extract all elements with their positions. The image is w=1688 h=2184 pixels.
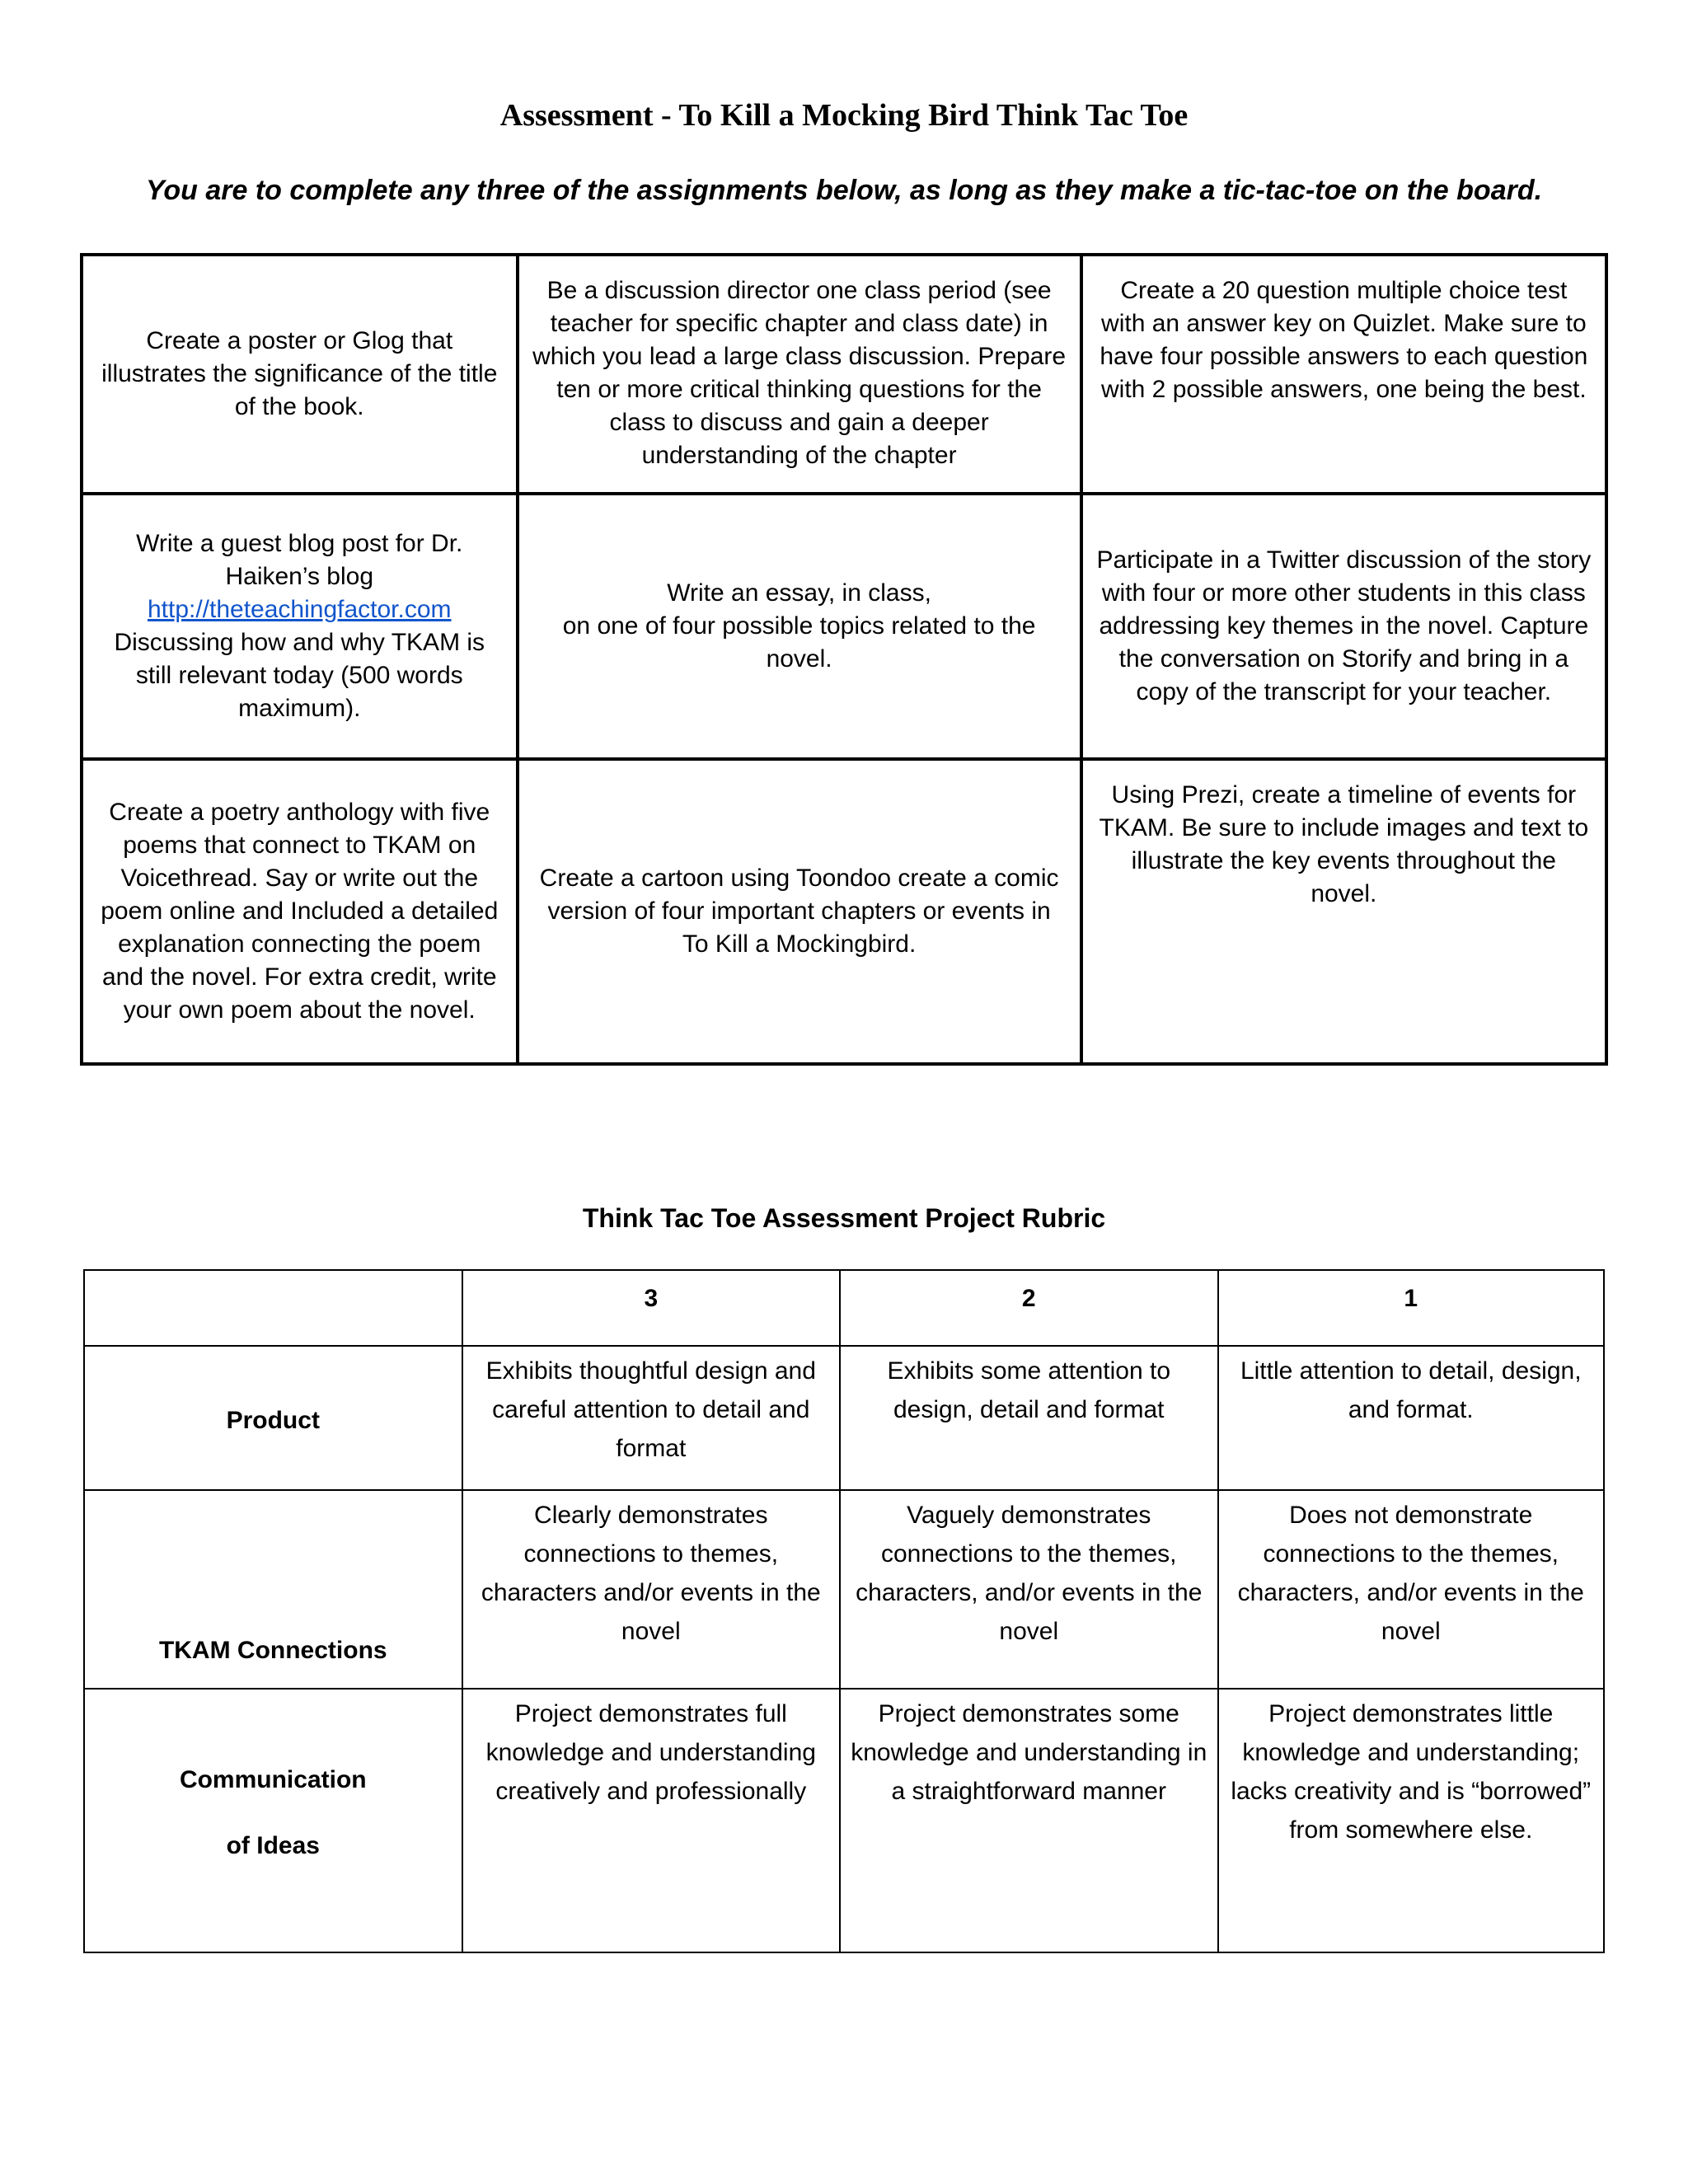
rubric-criterion-product: Product — [84, 1346, 462, 1490]
rubric-header-1: 1 — [1218, 1270, 1605, 1346]
board-cell-r2c3: Participate in a Twitter discussion of the story with four or more other students in this class addressing key themes in the novel. Capture the conversation on Storify and bring in a copy of the transcript for your teacher. — [1081, 494, 1606, 759]
rubric-criterion-communication: Communication of Ideas — [84, 1689, 462, 1952]
board-cell-r1c1: Create a poster or Glog that illustrates the significance of the title of the book. — [82, 255, 518, 494]
rubric-cell: Clearly demonstrates connections to themes, characters and/or events in the novel — [462, 1490, 840, 1689]
board-cell-r3c1: Create a poetry anthology with five poems that connect to TKAM on Voicethread. Say or write out the poem online and Included a detailed explanation connecting the poem and the novel. For extra credit, write your own poem about the novel. — [82, 759, 518, 1064]
page-title: Assessment - To Kill a Mocking Bird Think Tac Toe — [499, 98, 1189, 133]
rubric-cell: Project demonstrates little knowledge and understanding; lacks creativity and is “borrowed” from somewhere else. — [1218, 1689, 1605, 1952]
board-cell-r1c2: Be a discussion director one class period (see teacher for specific chapter and class date) in which you lead a large class discussion. Prepare ten or more critical thinking questions for the class to discuss and gain a deeper understanding of the chapter — [518, 255, 1081, 494]
instructions: You are to complete any three of the assignments below, as long as they make a tic-tac-toe on the board. — [145, 175, 1543, 206]
rubric-cell: Project demonstrates some knowledge and understanding in a straightforward manner — [840, 1689, 1217, 1952]
rubric-criterion-connections: TKAM Connections — [84, 1490, 462, 1689]
board-cell-r2c2: Write an essay, in class, on one of four possible topics related to the novel. — [518, 494, 1081, 759]
rubric-header-blank — [84, 1270, 462, 1346]
board-cell-r3c3: Using Prezi, create a timeline of events for TKAM. Be sure to include images and text to illustrate the key events throughout the novel. — [1081, 759, 1606, 1064]
rubric-header-2: 2 — [840, 1270, 1217, 1346]
rubric-header-3: 3 — [462, 1270, 840, 1346]
rubric-cell: Little attention to detail, design, and format. — [1218, 1346, 1605, 1490]
board-cell-r3c2: Create a cartoon using Toondoo create a comic version of four important chapters or events in To Kill a Mockingbird. — [518, 759, 1081, 1064]
rubric-cell: Does not demonstrate connections to the themes, characters, and/or events in the novel — [1218, 1490, 1605, 1689]
board-cell-r1c3: Create a 20 question multiple choice test with an answer key on Quizlet. Make sure to have four possible answers to each question with 2 possible answers, one being the best. — [1081, 255, 1606, 494]
rubric-cell: Exhibits thoughtful design and careful attention to detail and format — [462, 1346, 840, 1490]
teaching-factor-link[interactable]: http://theteachingfactor.com — [147, 596, 452, 623]
rubric-table — [83, 1269, 1605, 1953]
rubric-title: Think Tac Toe Assessment Project Rubric — [582, 1203, 1106, 1233]
think-tac-toe-board — [80, 253, 1608, 1066]
board-cell-r2c1: Write a guest blog post for Dr. Haiken’s blog http://theteachingfactor.com Discussing how and why TKAM is still relevant today (500 words maximum). — [82, 494, 518, 759]
rubric-cell: Vaguely demonstrates connections to the themes, characters, and/or events in the novel — [840, 1490, 1217, 1689]
rubric-cell: Project demonstrates full knowledge and understanding creatively and professionally — [462, 1689, 840, 1952]
rubric-cell: Exhibits some attention to design, detail and format — [840, 1346, 1217, 1490]
